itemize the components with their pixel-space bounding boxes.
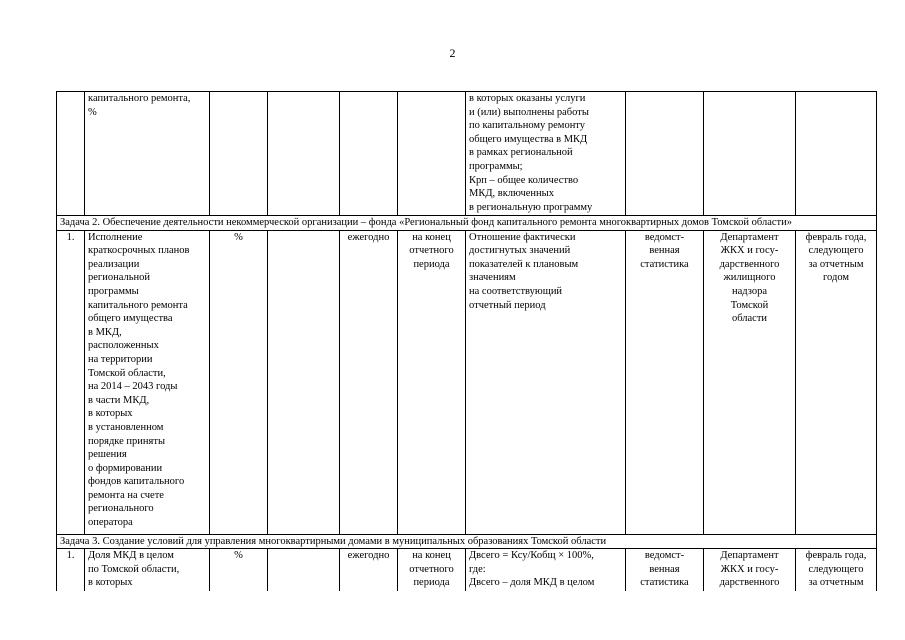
unit-cell: % [210,549,268,591]
unit-cell [210,92,268,216]
number-cell: 1. [57,230,85,534]
task-2-heading: Задача 2. Обеспечение деятельности некоммерческой организации – фонда «Региональный фонд капитального ремонта многоквартирных домов Томской области» [57,216,877,231]
indicator-cell: капитального ремонта, % [85,92,210,216]
direction-cell [268,549,340,591]
source-cell [626,92,704,216]
responsible-cell: Департамент ЖКХ и госу- дарственного жилищного надзора Томской области [704,230,796,534]
indicator-cell: Доля МКД в целом по Томской области, в которых [85,549,210,591]
formula-cell: Двсего = Ксу/Кобщ × 100%, где: Двсего – доля МКД в целом [466,549,626,591]
timing-cell: на конец отчетного периода [398,549,466,591]
formula-cell: Отношение фактически достигнутых значений показателей к плановым значениям на соответствующий отчетный период [466,230,626,534]
table-row [57,549,877,591]
source-cell: ведомст- венная статистика [626,230,704,534]
task-heading-row [57,216,877,231]
page-number: 2 [449,46,456,60]
unit-cell: % [210,230,268,534]
source-cell: ведомст- венная статистика [626,549,704,591]
timing-cell [398,92,466,216]
formula-cell: в которых оказаны услуги и (или) выполнены работы по капитальному ремонту общего имущества в МКД в рамках региональной программы; Крп – общее количество МКД, включенных в региональную программу [466,92,626,216]
task-heading-row [57,534,877,549]
direction-cell [268,92,340,216]
deadline-cell [796,92,877,216]
deadline-cell: февраль года, следующего за отчетным [796,549,877,591]
responsible-cell [704,92,796,216]
frequency-cell: ежегодно [340,549,398,591]
task-3-heading: Задача 3. Создание условий для управления многоквартирными домами в муниципальных образованиях Томской области [57,534,877,549]
deadline-cell: февраль года, следующего за отчетным годом [796,230,877,534]
table-row [57,230,877,534]
table-row [57,92,877,216]
direction-cell [268,230,340,534]
number-cell [57,92,85,216]
number-cell: 1. [57,549,85,591]
frequency-cell [340,92,398,216]
responsible-cell: Департамент ЖКХ и госу- дарственного [704,549,796,591]
indicator-cell: Исполнение краткосрочных планов реализации региональной программы капитального ремонта общего имущества в МКД, расположенных на территории Томской области, на 2014 – 2043 годы в части МКД, в которых в установленном порядке приняты решения о формировании фондов капитального ремонта на счете регионального оператора [85,230,210,534]
indicators-table [56,91,877,591]
timing-cell: на конец отчетного периода [398,230,466,534]
frequency-cell: ежегодно [340,230,398,534]
